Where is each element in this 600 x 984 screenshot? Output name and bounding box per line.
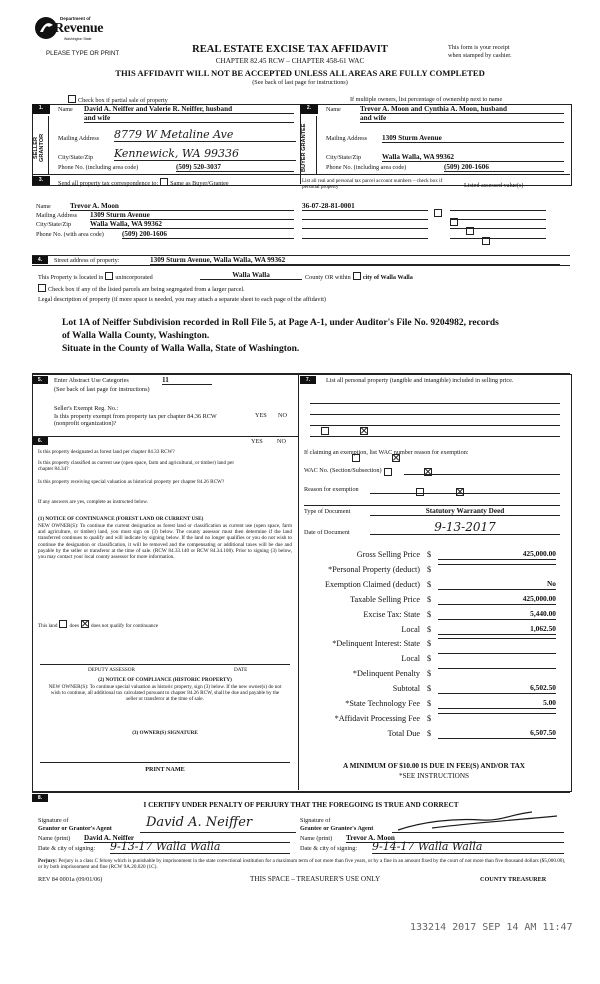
please-type: PLEASE TYPE OR PRINT: [46, 50, 120, 57]
street-value[interactable]: 1309 Sturm Avenue, Walla Walla, WA 99362: [150, 256, 560, 265]
grantor-name-label: Name (print): [38, 835, 71, 842]
receipt-note-2: when stamped by cashier.: [448, 52, 512, 59]
tax-row-value[interactable]: 5,440.00: [438, 609, 556, 620]
warning-text: THIS AFFIDAVIT WILL NOT BE ACCEPTED UNLESS ALL AREAS ARE FULLY COMPLETED: [115, 68, 485, 78]
doc-date-label: Date of Document: [304, 529, 350, 536]
tax-row-value[interactable]: [438, 653, 556, 654]
tax-row-label: Local: [401, 654, 420, 664]
legal-line-2[interactable]: of Walla Walla County, Washington.: [62, 331, 210, 341]
historic-question: Is this property receiving special valuation as historical property per chapter 84.26 RCW?: [38, 479, 225, 485]
buyer-mailing-label: Mailing Address: [326, 135, 368, 142]
corr-phone-value[interactable]: (509) 200-1606: [122, 230, 294, 239]
personal-property-label: List all personal property (tangible and intangible) included in selling price.: [326, 377, 514, 384]
print-name-label: PRINT NAME: [145, 766, 185, 773]
minimum-notice: A MINIMUM OF $10.00 IS DUE IN FEE(S) AND/OR TAX: [343, 762, 525, 770]
tax-row-value[interactable]: No: [438, 579, 556, 590]
tax-row-value[interactable]: 5.00: [438, 698, 556, 709]
wac-no-label: WAC No. (Section/Subsection): [304, 467, 382, 474]
tax-row-label: Taxable Selling Price: [350, 594, 420, 604]
dollar-sign: $: [427, 594, 432, 604]
tax-row-value[interactable]: [438, 713, 556, 714]
sec5-no-header: NO: [278, 412, 287, 419]
corr-city-value[interactable]: Walla Walla, WA 99362: [90, 220, 294, 229]
corr-phone-label: Phone No. (with area code): [36, 231, 104, 238]
nonprofit-question: Is this property exempt from property tax per chapter 84.36 RCW (nonprofit organization)?: [54, 413, 217, 428]
notice1-text: NEW OWNER(S): To continue the current designation as forest land or classification as current use (open space, farm and agriculture, or timber) land, you must sign on (3) below. The county assessor must then determine if the land transferred continues to qualify and will indicate by signing below. If the land no longer qualifies or you do not wish to continue the designation or classification, it will be removed and the compensating or additional taxes will be due and payable by the seller or transferor at the time of sale. (RCW 84.33.140 or RCW 84.34.108). Prior to signing (3) below, you may contact your local county assessor for more information.: [38, 523, 292, 561]
perjury-text: Perjury: Perjury is a class C felony which is punishable by imprisonment in the state correctional institution for a maximum term of not more than five years, or by a fine in an amount fixed by the court of not more than five thousand dollars ($5,000.00), or by both imprisonment and fine (RCW 9A.20.020 (1C).: [38, 858, 566, 871]
same-as-buyer-checkbox[interactable]: [160, 178, 168, 186]
county-value[interactable]: Walla Walla: [200, 271, 302, 280]
unincorporated-checkbox[interactable]: [105, 272, 113, 280]
tax-row: [302, 563, 564, 578]
deputy-date-label: DATE: [234, 667, 248, 673]
doc-type-label: Type of Document: [304, 508, 351, 515]
wac-claim-label: If claiming an exemption, list WAC number reason for exemption:: [304, 449, 469, 456]
grantor-date-value[interactable]: 9-13-17 Walla Walla: [110, 840, 290, 854]
buyer-city-label: City/State/Zip: [326, 154, 362, 161]
buyer-mailing-value[interactable]: 1309 Sturm Avenue: [382, 134, 564, 143]
county-or-row: County OR within city of Walla Walla: [305, 274, 413, 281]
continuance-row: This land does does not qualify for continuance: [38, 620, 158, 629]
tax-row-label: *Personal Property (deduct): [328, 564, 420, 574]
buyer-grantee-label: BUYER GRANTEE: [301, 123, 307, 173]
treasurer-space: THIS SPACE – TREASURER'S USE ONLY: [250, 875, 381, 883]
dollar-sign: $: [427, 669, 432, 679]
dollar-sign: $: [427, 550, 432, 559]
grantor-sig-label-2: Grantor or Grantor's Agent: [38, 825, 112, 832]
dollar-sign: $: [427, 684, 432, 694]
nonprofit-yes-checkbox[interactable]: [321, 427, 329, 435]
dollar-sign: $: [427, 639, 432, 649]
legal-label: Legal description of property (if more space is needed, you may attach a separate sheet to each page of the affidavit): [38, 296, 326, 303]
notice2-title: (2) NOTICE OF COMPLIANCE (HISTORIC PROPERTY): [98, 677, 232, 683]
section-1-number: 1.: [32, 104, 50, 114]
tax-row: [302, 697, 564, 712]
segregated-checkbox[interactable]: [38, 284, 46, 292]
buyer-phone-value[interactable]: (509) 200-1606: [444, 163, 564, 172]
exempt-reg-label: Seller's Exempt Reg. No.:: [54, 405, 119, 412]
abstract-use-label: Enter Abstract Use Categories: [54, 377, 129, 384]
dollar-sign: $: [427, 564, 432, 574]
grantee-date-label: Date & city of signing:: [300, 845, 358, 852]
buyer-name-line1[interactable]: Trevor A. Moon and Cynthia A. Moon, husband: [360, 105, 564, 114]
receipt-note-1: This form is your receipt: [448, 44, 510, 51]
tax-row-value[interactable]: [438, 668, 556, 669]
grantor-sig-label-1: Signature of: [38, 817, 69, 824]
see-back-text: (See back of last page for instructions): [252, 79, 348, 86]
tax-row: [302, 593, 564, 608]
seller-name-line1[interactable]: David A. Neiffer and Valerie R. Neiffer, husband: [84, 105, 294, 114]
grantee-sig-label-1: Signature of: [300, 817, 331, 824]
seller-mailing-value[interactable]: 8779 W Metaline Ave: [114, 128, 296, 142]
buyer-phone-label: Phone No. (including area code): [326, 164, 407, 171]
sec6-no-header: NO: [277, 438, 286, 445]
corr-name-label: Name: [36, 203, 51, 210]
correspondence-header: Send all property tax correspondence to: Same as Buyer/Grantee: [58, 180, 229, 187]
logo-sub-text: Washington State: [64, 37, 92, 41]
tax-row-label: Total Due: [387, 728, 420, 738]
tax-row: [302, 652, 564, 667]
county-treasurer-label: COUNTY TREASURER: [480, 876, 547, 883]
sec6-yes-header: YES: [251, 438, 263, 445]
historic-no-checkbox[interactable]: [456, 488, 464, 496]
recording-stamp: 133214 2017 SEP 14 AM 11:47: [410, 922, 573, 933]
grantor-name-value[interactable]: David A. Neiffer: [84, 834, 290, 843]
tax-row: [302, 578, 564, 593]
current-use-question: Is this property classified as current use (open space, farm and agricultural, or timber) land per chapter 84.34?: [38, 460, 235, 473]
located-row: This Property is located in unincorporated: [38, 274, 153, 281]
tax-row-label: Local: [401, 624, 420, 634]
tax-row-value[interactable]: 425,000.00: [438, 549, 556, 560]
does-qualify-checkbox[interactable]: [59, 620, 67, 628]
dor-logo: [34, 14, 104, 44]
tax-row-value[interactable]: 425,000.00: [438, 594, 556, 605]
dollar-sign: $: [427, 713, 432, 723]
owner-signature-label: (3) OWNER(S) SIGNATURE: [132, 730, 198, 736]
section-5-number: 5.: [32, 376, 48, 384]
tax-row-label: *State Technology Fee: [345, 699, 420, 708]
grantee-name-value[interactable]: Trevor A. Moon: [346, 834, 564, 843]
seller-city-value[interactable]: Kennewick, WA 99336: [114, 147, 296, 161]
partial-sale-checkbox[interactable]: [68, 95, 76, 103]
abstract-use-value[interactable]: 11: [162, 376, 212, 385]
notice1-title: (1) NOTICE OF CONTINUANCE (FOREST LAND OR CURRENT USE): [38, 516, 204, 522]
tax-row-value[interactable]: [438, 638, 556, 639]
abstract-see-back: (See back of last page for instructions): [54, 386, 150, 393]
parcel-1-personal-checkbox[interactable]: [434, 209, 442, 217]
deputy-assessor-label: DEPUTY ASSESSOR: [88, 667, 135, 673]
seller-phone-value[interactable]: (509) 520-3037: [176, 163, 294, 172]
corr-mailing-label: Mailing Address: [36, 212, 78, 219]
forest-question: Is this property designated as forest land per chapter 84.33 RCW?: [38, 449, 175, 455]
city-checkbox[interactable]: [353, 272, 361, 280]
seller-name-line2[interactable]: and wife: [84, 114, 294, 123]
tax-row-label: Exemption Claimed (deduct): [324, 579, 420, 589]
corr-mailing-value[interactable]: 1309 Sturm Avenue: [90, 211, 294, 220]
dollar-sign: $: [427, 609, 432, 619]
section-8-number: 8.: [32, 794, 48, 802]
legal-line-1[interactable]: Lot 1A of Neiffer Subdivision recorded in Roll File 5, at Page A-1, under Auditor's File No. 9204982, records: [62, 318, 499, 328]
tax-row: [302, 682, 564, 697]
assessed-header: Listed assessed value(s): [464, 182, 524, 189]
tax-row-label: Excise Tax: State: [363, 609, 420, 619]
parcel-header: List all real and personal tax parcel account numbers – check box if personal property: [302, 178, 443, 191]
tax-row: [302, 608, 564, 623]
section-4-number: 4.: [32, 256, 48, 264]
section-2-number: 2.: [300, 104, 318, 114]
section-6-number: 6.: [32, 437, 48, 445]
doc-type-value[interactable]: Statutory Warranty Deed: [370, 507, 560, 516]
current-use-yes-checkbox[interactable]: [384, 468, 392, 476]
notice2-text: NEW OWNER(S): To continue special valuation as historic property, sign (3) below. If the new owner(s) do not wish to continue, all additional tax calculated pursuant to chapter 84.26 RCW, shall be due and payable by the seller or transferor at the time of sale.: [48, 684, 282, 703]
tax-row: [302, 667, 564, 682]
does-not-qualify-checkbox[interactable]: [81, 620, 89, 628]
tax-row-label: Gross Selling Price: [356, 550, 420, 559]
section-7-number: 7.: [300, 376, 316, 384]
multiple-owners-note: If multiple owners, list percentage of ownership next to name: [350, 96, 503, 103]
tax-row-value[interactable]: 6,507.50: [438, 728, 556, 739]
historic-yes-checkbox[interactable]: [416, 488, 424, 496]
partial-sale-row: Check box if partial sale of property: [66, 95, 168, 104]
seller-name-label: Name: [58, 106, 73, 113]
form-title: REAL ESTATE EXCISE TAX AFFIDAVIT: [192, 44, 388, 55]
section-3-number: 3.: [32, 176, 50, 185]
dollar-sign: $: [427, 654, 432, 664]
logo-big-text: Revenue: [54, 21, 104, 36]
corr-name-value[interactable]: Trevor A. Moon: [70, 202, 294, 211]
buyer-name-line2[interactable]: and wife: [360, 114, 564, 123]
sec5-yes-header: YES: [255, 412, 267, 419]
tax-row: [302, 712, 564, 727]
grantee-sig-label-2: Grantee or Grantee's Agent: [300, 825, 374, 832]
parcel-number-1[interactable]: 36-07-28-81-0001: [302, 202, 428, 211]
tax-row-label: Subtotal: [392, 684, 420, 694]
tax-row-label: *Delinquent Interest: State: [332, 639, 420, 649]
dollar-sign: $: [427, 579, 432, 589]
if-yes-note: If any answers are yes, complete as instructed below.: [38, 499, 149, 505]
legal-line-3[interactable]: Situate in the County of Walla Walla, State of Washington.: [62, 344, 300, 354]
seller-phone-label: Phone No. (including area code): [58, 164, 139, 171]
seller-mailing-label: Mailing Address: [58, 135, 100, 142]
dollar-sign: $: [427, 728, 432, 738]
tax-row-value[interactable]: 1,062.50: [438, 624, 556, 635]
dollar-sign: $: [427, 699, 432, 708]
tax-row: [302, 623, 564, 638]
buyer-city-value[interactable]: Walla Walla, WA 99362: [382, 153, 564, 162]
corr-city-label: City/State/Zip: [36, 221, 72, 228]
segregated-row: Check box if any of the listed parcels are being segregated from a larger parcel.: [36, 284, 245, 293]
seller-grantor-label: SELLER GRANTOR: [33, 133, 45, 163]
see-instructions: *SEE INSTRUCTIONS: [398, 772, 470, 780]
form-chapters: CHAPTER 82.45 RCW – CHAPTER 458-61 WAC: [215, 57, 365, 65]
tax-row: [302, 548, 564, 563]
logo-small-text: Department of: [60, 16, 91, 21]
reason-label: Reason for exemption: [304, 486, 359, 493]
tax-row-label: *Affidavit Processing Fee: [334, 713, 420, 723]
tax-row-value[interactable]: 6,502.50: [438, 683, 556, 694]
dollar-sign: $: [427, 624, 432, 634]
tax-row: [302, 727, 564, 742]
nonprofit-no-checkbox[interactable]: [360, 427, 368, 435]
grantee-date-value[interactable]: 9-14-17 Walla Walla: [372, 840, 564, 854]
seller-city-label: City/State/Zip: [58, 154, 94, 161]
grantee-name-label: Name (print): [300, 835, 333, 842]
tax-row: [302, 637, 564, 652]
tax-row-value[interactable]: [438, 564, 556, 565]
buyer-name-label: Name: [326, 106, 341, 113]
doc-date-value[interactable]: 9-13-2017: [370, 520, 560, 535]
grantor-signature[interactable]: David A. Neiffer: [140, 814, 296, 833]
tax-row-label: *Delinquent Penalty: [352, 669, 420, 679]
certify-text: I CERTIFY UNDER PENALTY OF PERJURY THAT THE FOREGOING IS TRUE AND CORRECT: [143, 801, 459, 809]
rev-number: REV 84 0001a (09/01/06): [38, 876, 103, 883]
street-label: Street address of property:: [54, 257, 120, 264]
grantor-date-label: Date & city of signing:: [38, 845, 96, 852]
